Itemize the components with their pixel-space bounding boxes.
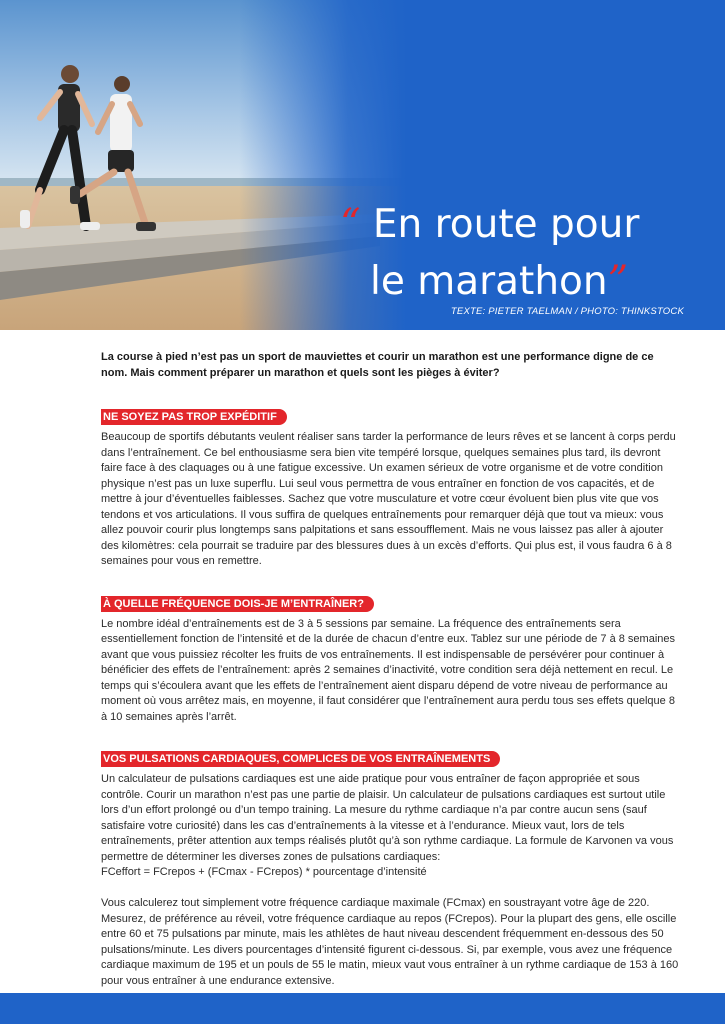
photo-credit: TEXTE: PIETER TAELMAN / PHOTO: THINKSTOCK [450, 306, 684, 317]
section-frequence [101, 596, 679, 726]
article-body [101, 350, 679, 1015]
section-paragraph: Le nombre idéal d’entraînements est de 3 à 5 sessions par semaine. La fréquence des entraînements sera essentiellement fonction de l’intensité et de la durée de chacun d’entre eux. Tablez sur une période de 7 à 8 semaines avant que vous puissiez récolter les fruits de vos entraînements. Il est indispensable de persévérer pour continuer à bénéficier des effets de l’entraînement: après 2 semaines d’inactivité, votre condition sera déjà nettement en recul. Le temps qui s’écoulera avant que les effets de l’entraînement aient disparu dépend de votre niveau de performance au moment où vous arrêtez mais, en moyenne, il faut considérer que l’entraînement aura perdu tous ses effets quelque 8 à 10 semaines après l’arrêt. [101, 617, 676, 723]
section-paragraph: Vous calculerez tout simplement votre fréquence cardiaque maximale (FCmax) en soustrayant votre âge de 220. Mesurez, de préférence au réveil, votre fréquence cardiaque au repos (FCrepos). Pour la plupart des gens, elle oscille entre 60 et 75 pulsations par minute, mais les athlètes de haut niveau descendent fréquemment en-dessous des 50 pulsations/minute. Les divers pourcentages d’intensité figurent ci-dessous. Si, par exemple, vous avez une fréquence cardiaque maximum de 195 et un pouls de 55 le matin, mieux vaut vous entraîner à un rythme cardiaque de 153 à 160 pour vous entraîner à une endurance extensive. [101, 897, 679, 987]
footer-bar [0, 993, 725, 1024]
article-intro: La course à pied n’est pas un sport de mauviettes et courir un marathon est une performance digne de ce nom. Mais comment préparer un marathon et quels sont les pièges à éviter? [101, 351, 654, 379]
title-line-1: En route pour [372, 202, 640, 247]
section-heading: NE SOYEZ PAS TROP EXPÉDITIF [101, 409, 287, 425]
title-line-2: le marathon [370, 259, 608, 304]
section-paragraph: Un calculateur de pulsations cardiaques est une aide pratique pour vous entraîner de façon appropriée et sous contrôle. Courir un marathon n’est pas une partie de plaisir. Un calculateur de pulsations cardiaques est surtout utile lors d’un effort prolongé ou d’un tempo training. La mesure du rythme cardiaque n’a par contre aucun sens (sauf satisfaire votre curiosité) dans les cas d’entraînements à la vitesse et à l’endurance. Mieux vaut, lors de tels entraînements, prêter attention aux temps réalisés plutôt qu’à son rythme cardiaque. La formule de Karvonen va vous permettre de déterminer les diverses zones de pulsations cardiaques: [101, 773, 674, 863]
section-heading: À QUELLE FRÉQUENCE DOIS-JE M’ENTRAÎNER? [101, 596, 374, 612]
section-pulsations [101, 751, 679, 989]
open-quote: “ [340, 201, 361, 247]
section-paragraph: Beaucoup de sportifs débutants veulent réaliser sans tarder la performance de leurs rêves et se lancent à corps perdu dans l’entraînement. Ce bel enthousiasme sera bien vite tempéré lorsque, quelques semaines plus tard, ils devront faire face à des claquages ou à une fatigue excessive. Un examen sérieux de votre organisme et de votre condition physique n’est pas un luxe superflu. Lui seul vous permettra de vous entraîner en fonction de vos capacités, et de mettre à jour d’éventuelles faiblesses. Sachez que votre musculature et votre cœur évoluent bien plus vite que vos tendons et vos articulations. Il vous suffira de quelques entraînements pour remarquer déjà que tout va mieux: vous allez pouvoir courir plus longtemps sans palpitations et sans essoufflement. Mais ne vous laissez pas aller à ajouter des kilomètres: cela pourrait se traduire par des blessures dues à un excès d’efforts. Qui plus est, il vous faudra 6 à 8 semaines pour vous en remettre. [101, 431, 676, 567]
page-title [340, 196, 720, 310]
close-quote: ” [607, 258, 629, 304]
section-heading: VOS PULSATIONS CARDIAQUES, COMPLICES DE VOS ENTRAÎNEMENTS [101, 751, 500, 767]
section-expeditif [101, 409, 679, 570]
karvonen-formula: FCeffort = FCrepos + (FCmax - FCrepos) * pourcentage d’intensité [101, 866, 427, 878]
